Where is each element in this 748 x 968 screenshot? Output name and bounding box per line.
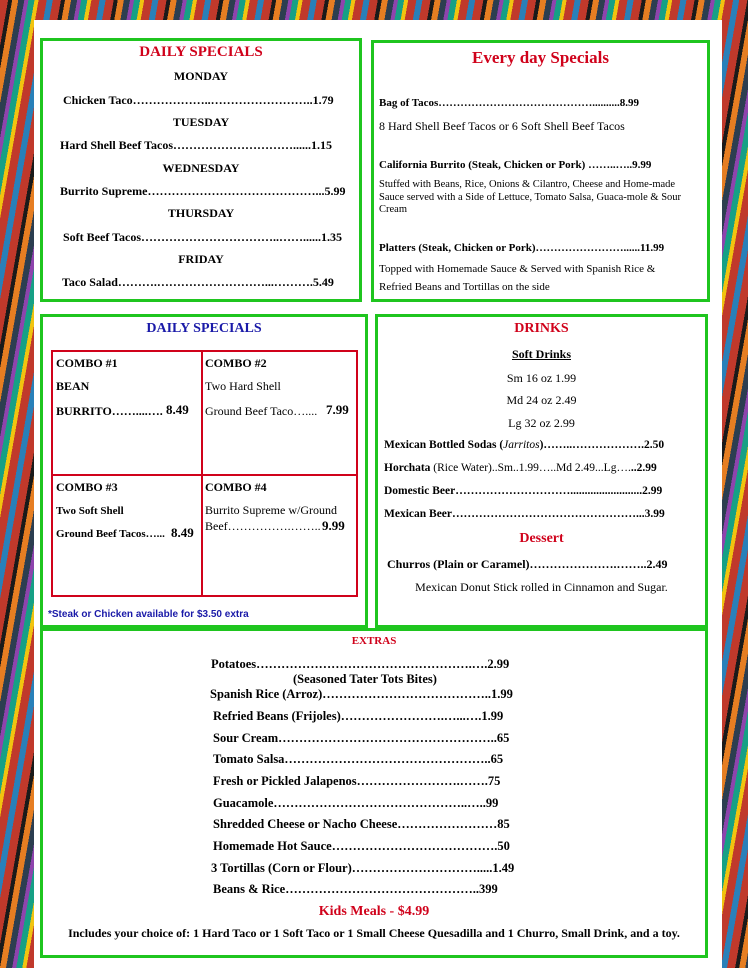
platters-item: Platters (Steak, Chicken or Pork)……………………......11.99 (379, 242, 665, 254)
item-description: Sauce served with a Side of Lettuce, Tomato Salsa, Guaca-mole & Sour (379, 192, 682, 203)
extra-item: Shredded Cheese or Nacho Cheese……………………85 (213, 817, 510, 831)
extra-item: Spanish Rice (Arroz)…………………………………..1.99 (210, 687, 513, 701)
extra-item: Guacamole………………………………………..…..99 (213, 796, 499, 810)
dessert-heading: Dessert (519, 531, 564, 546)
combo-name: COMBO #3 (56, 480, 118, 494)
extra-item: Fresh or Pickled Jalapenos…………………….…….75 (213, 774, 501, 788)
item-description: Refried Beans and Tortillas on the side (379, 281, 550, 293)
combo-name: COMBO #2 (205, 356, 267, 370)
section-title: DAILY SPECIALS (146, 321, 262, 336)
kids-meals-heading: Kids Meals - $4.99 (318, 904, 430, 919)
section-title: DAILY SPECIALS (139, 44, 263, 60)
day-heading: MONDAY (173, 69, 229, 83)
combo-name: COMBO #1 (56, 356, 118, 370)
combo-line: Burrito Supreme w/Ground (205, 503, 337, 517)
combo-price: 8.49 (166, 402, 189, 417)
combo-line: BURRITO……....…. (56, 404, 163, 418)
combo-price: 8.49 (171, 525, 194, 540)
combo-2 (205, 354, 355, 472)
combo-line: Ground Beef Taco….... (205, 404, 318, 418)
combo-line: BEAN (56, 379, 90, 393)
section-title: DRINKS (514, 321, 569, 336)
combo-name: COMBO #4 (205, 480, 267, 494)
extra-item: Beans & Rice………………………………………..399 (213, 882, 498, 896)
item-description: Topped with Homemade Sauce & Served with Spanish Rice & (379, 263, 656, 275)
combo-specials-section (40, 314, 368, 628)
mexican-sodas-item: Mexican Bottled Sodas (Jarritos)……..……………….2.50 (384, 439, 665, 451)
soft-drink-size: Sm 16 oz 1.99 (506, 371, 577, 385)
extra-item: 3 Tortillas (Corn or Flour)………………………….....1.49 (211, 861, 515, 875)
extra-item-note: (Seasoned Tater Tots Bites) (293, 672, 437, 686)
special-item: Hard Shell Beef Tacos…………………………......1.15 (60, 138, 333, 152)
combo-line: Two Hard Shell (205, 379, 281, 393)
domestic-beer-item: Domestic Beer………………………….........................2.99 (384, 485, 663, 497)
item-description: 8 Hard Shell Beef Tacos or 6 Soft Shell Beef Tacos (379, 119, 625, 133)
horchata-item: Horchata (Rice Water)..Sm..1.99…..Md 2.49...Lg…...2.99 (384, 462, 657, 474)
every-day-specials-section (371, 40, 710, 302)
combo-line: Ground Beef Tacos…... (56, 528, 165, 540)
california-burrito-item: California Burrito (Steak, Chicken or Pork) ……..…..9.99 (379, 159, 652, 171)
item-description: Stuffed with Beans, Rice, Onions & Cilantro, Cheese and Home-made (379, 179, 676, 190)
daily-specials-section (40, 38, 362, 302)
day-heading: TUESDAY (172, 115, 230, 129)
kids-meals-description: Includes your choice of: 1 Hard Taco or 1 Soft Taco or 1 Small Cheese Quesadilla and 1 Churro, Small Drink, and a toy. (68, 926, 680, 940)
extra-item: Potatoes…………………………………………….….2.99 (211, 657, 510, 671)
day-heading: THURSDAY (167, 206, 235, 220)
combo-line: Two Soft Shell (56, 505, 124, 517)
section-title: EXTRAS (351, 635, 397, 647)
combo-note: *Steak or Chicken available for $3.50 extra (48, 609, 249, 620)
special-item: Soft Beef Tacos……………………………..……......1.35 (63, 230, 342, 244)
soft-drink-size: Lg 32 oz 2.99 (508, 416, 575, 430)
extra-item: Homemade Hot Sauce………………………………….50 (213, 839, 510, 853)
combo-price: 9.99 (322, 518, 345, 533)
extras-section (40, 628, 708, 958)
combo-price: 7.99 (326, 402, 349, 417)
extra-item: Refried Beans (Frijoles)…………………….…...….1.99 (213, 709, 504, 723)
day-heading: WEDNESDAY (162, 161, 240, 175)
bag-of-tacos-item: Bag of Tacos……………………………………..........8.99 (379, 97, 640, 109)
special-item: Chicken Taco………………..……………………..1.79 (63, 93, 334, 107)
section-title: Every day Specials (472, 48, 609, 67)
churros-description: Mexican Donut Stick rolled in Cinnamon and Sugar. (415, 580, 668, 594)
special-item: Burrito Supreme……………………………………...5.99 (60, 184, 346, 198)
grid-divider (53, 474, 356, 476)
extra-item: Tomato Salsa…………………………………………..65 (213, 752, 504, 766)
combo-4 (205, 478, 355, 596)
soft-drinks-heading: Soft Drinks (511, 347, 571, 361)
combo-line: Beef…………….…….. (205, 519, 321, 533)
extra-item: Sour Cream……………………………………………..65 (213, 731, 510, 745)
soft-drink-size: Md 24 oz 2.49 (506, 393, 577, 407)
mexican-beer-item: Mexican Beer…………………………………………...3.99 (384, 508, 665, 520)
drinks-section (375, 314, 708, 628)
churros-item: Churros (Plain or Caramel)………………….……..2.49 (387, 557, 668, 571)
day-heading: FRIDAY (178, 252, 224, 266)
combo-grid (51, 350, 358, 597)
combo-3 (56, 478, 199, 596)
item-description: Cream (379, 204, 407, 215)
combo-1 (56, 354, 199, 472)
special-item: Taco Salad……….………………………...……….5.49 (62, 275, 334, 289)
